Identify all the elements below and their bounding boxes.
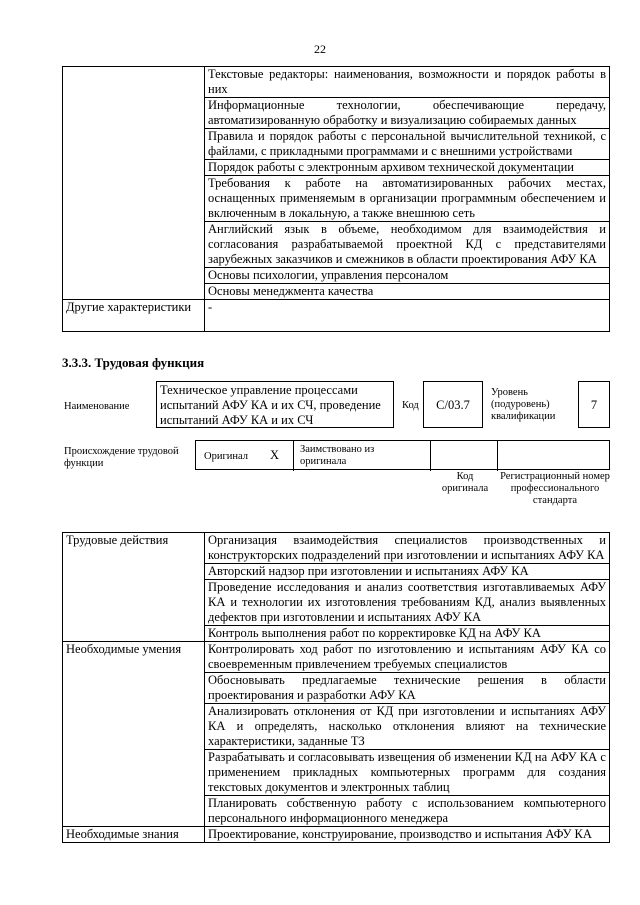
name-label: Наименование xyxy=(64,401,130,412)
function-name-box xyxy=(156,381,394,428)
table-cell: Текстовые редакторы: наименования, возможности и порядок работы в них xyxy=(205,67,610,98)
divider xyxy=(293,441,294,471)
table-cell: Проведение исследования и анализ соответствия изготавливаемых АФУ КА и технологии их изготовления требованиям КД, анализ выявленных дефектов при изготовлении и испытаниях АФУ КА xyxy=(205,580,610,626)
labor-function-table xyxy=(62,532,610,843)
knowledge-table-continued xyxy=(62,66,610,332)
other-characteristics-label: Другие характеристики xyxy=(63,300,205,332)
group-label: Трудовые действия xyxy=(63,533,205,642)
table-cell: Информационные технологии, обеспечивающие передачу, автоматизированную обработку и визуализацию собираемых данных xyxy=(205,98,610,129)
other-characteristics-value: - xyxy=(205,300,610,332)
empty-label-cell xyxy=(63,67,205,300)
group-label: Необходимые умения xyxy=(63,642,205,827)
borrowed-label: Заимствовано из оригинала xyxy=(300,444,375,467)
table-cell: Основы менеджмента качества xyxy=(205,284,610,300)
qualification-level-value: 7 xyxy=(590,398,598,412)
origin-row xyxy=(195,440,610,470)
table-cell: Контролировать ход работ по изготовлению и испытаниям АФУ КА со своевременным привлечением требуемых специалистов xyxy=(205,642,610,673)
table-cell: Правила и порядок работы с персональной вычислительной техникой, с файлами, с прикладными программами и с внешними устройствами xyxy=(205,129,610,160)
table-cell: Порядок работы с электронным архивом технической документации xyxy=(205,160,610,176)
original-label: Оригинал xyxy=(204,451,248,462)
table-cell: Контроль выполнения работ по корректировке КД на АФУ КА xyxy=(205,626,610,642)
table-cell: Английский язык в объеме, необходимом для взаимодействия и согласования разрабатываемой проектной КД с представителями зарубежных заказчиков и смежников в области проектирования АФУ КА xyxy=(205,222,610,268)
function-name-value: Техническое управление процессами испытаний АФУ КА и их СЧ, проведение испытаний АФУ КА и их СЧ xyxy=(160,383,381,427)
function-code-value: C/03.7 xyxy=(436,398,470,412)
table-cell: Требования к работе на автоматизированных рабочих местах, оснащенных применяемым в организации программным обеспечением и включенным в локальную, а также внешнюю сеть xyxy=(205,176,610,222)
code-label: Код xyxy=(402,400,419,411)
table-cell: Проектирование, конструирование, производство и испытания АФУ КА xyxy=(205,827,610,843)
registration-caption: Регистрационный номер профессионального стандарта xyxy=(500,471,610,506)
function-code-box xyxy=(423,381,483,428)
table-cell: Основы психологии, управления персоналом xyxy=(205,268,610,284)
divider xyxy=(430,441,431,471)
table-cell: Авторский надзор при изготовлении и испытаниях АФУ КА xyxy=(205,564,610,580)
group-label: Необходимые знания xyxy=(63,827,205,843)
table-cell: Организация взаимодействия специалистов производственных и конструкторских подразделений при изготовлении и испытаниях АФУ КА xyxy=(205,533,610,564)
qualification-level-label: Уровень (подуровень) квалификации xyxy=(491,387,556,422)
divider xyxy=(497,441,498,471)
section-heading: 3.3.3. Трудовая функция xyxy=(62,355,205,370)
origin-label: Происхождение трудовой функции xyxy=(64,446,179,469)
code-caption: Код оригинала xyxy=(441,471,489,494)
table-cell: Обосновывать предлагаемые технические решения в области проектирования и разработки АФУ КА xyxy=(205,673,610,704)
table-cell: Анализировать отклонения от КД при изготовлении и испытаниях АФУ КА и определять, насколько отклонения влияют на технические характеристики, заданные ТЗ xyxy=(205,704,610,750)
table-cell: Планировать собственную работу с использованием компьютерного персонального информационного менеджера xyxy=(205,796,610,827)
table-cell: Разрабатывать и согласовывать извещения об изменении КД на АФУ КА с применением прикладных компьютерных программ для создания текстовых документов и электронных таблиц xyxy=(205,750,610,796)
original-mark: X xyxy=(270,448,280,462)
qualification-level-box xyxy=(578,381,610,428)
page-number: 22 xyxy=(314,42,326,56)
